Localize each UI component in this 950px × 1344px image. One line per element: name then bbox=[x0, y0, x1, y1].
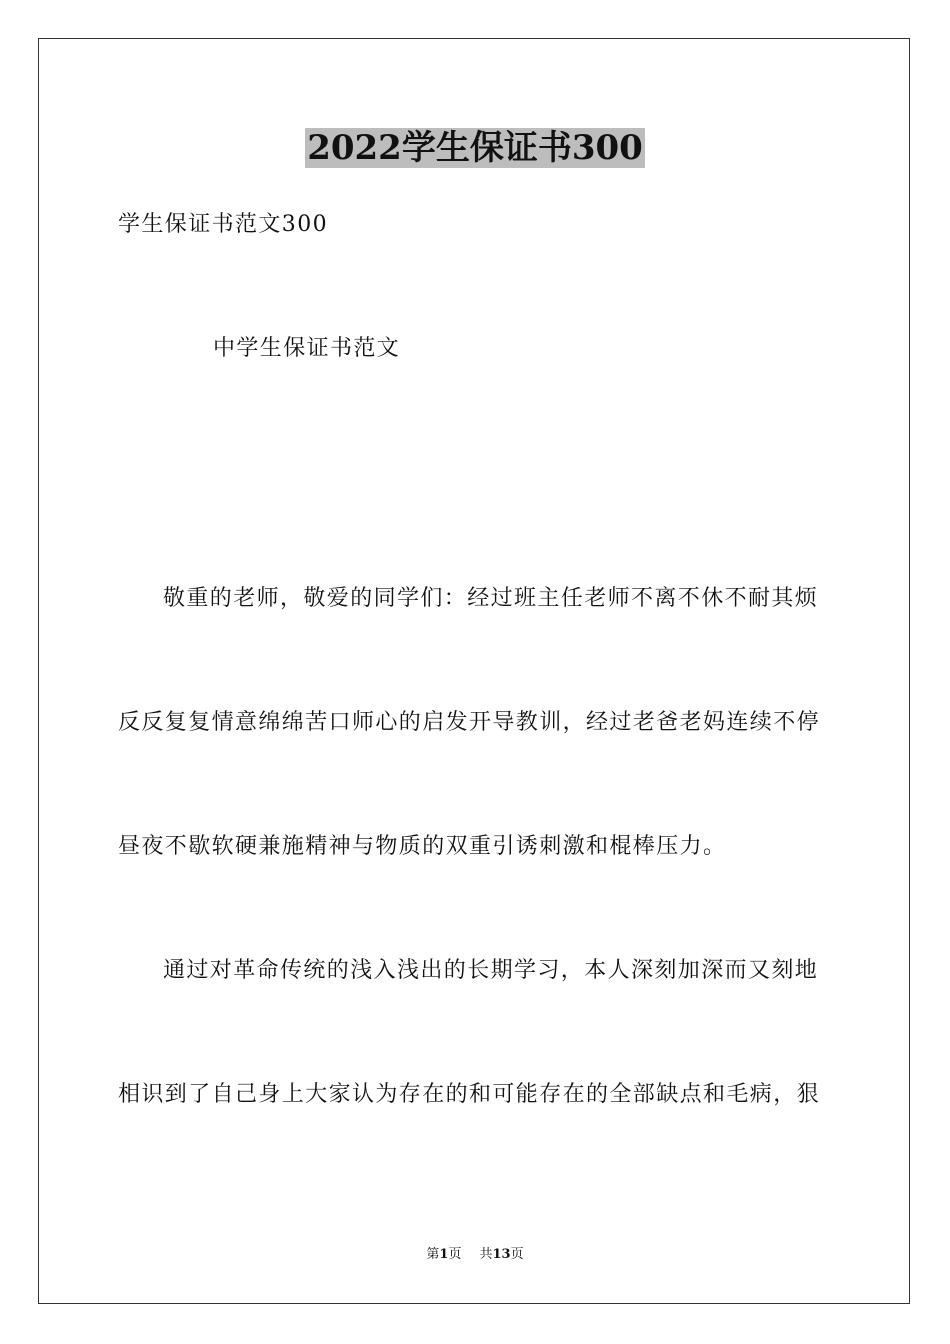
document-title-text: 2022学生保证书300 bbox=[307, 128, 643, 168]
body-line-4: 通过对革命传统的浅入浅出的长期学习，本人深刻加深而又刻地 bbox=[163, 958, 819, 983]
page-footer bbox=[0, 1246, 950, 1264]
body-line-2: 反反复复情意绵绵苦口师心的启发开导教训，经过老爸老妈连续不停 bbox=[118, 710, 821, 735]
section-heading: 中学生保证书范文 bbox=[213, 336, 401, 361]
document-title bbox=[0, 126, 950, 170]
page-suffix: 页 bbox=[448, 1247, 462, 1262]
body-line-3: 昼夜不歇软硬兼施精神与物质的双重引诱刺激和棍棒压力。 bbox=[118, 834, 727, 859]
total-page-number: 13 bbox=[492, 1247, 511, 1262]
page-prefix: 第 bbox=[426, 1247, 440, 1262]
total-suffix: 页 bbox=[510, 1247, 524, 1262]
document-subtitle: 学生保证书范文300 bbox=[118, 212, 328, 237]
body-line-5: 相识到了自己身上大家认为存在的和可能存在的全部缺点和毛病，狠 bbox=[118, 1082, 821, 1107]
total-prefix: 共 bbox=[479, 1247, 493, 1262]
body-line-1: 敬重的老师，敬爱的同学们：经过班主任老师不离不休不耐其烦 bbox=[163, 586, 819, 611]
current-page-number: 1 bbox=[439, 1247, 449, 1262]
